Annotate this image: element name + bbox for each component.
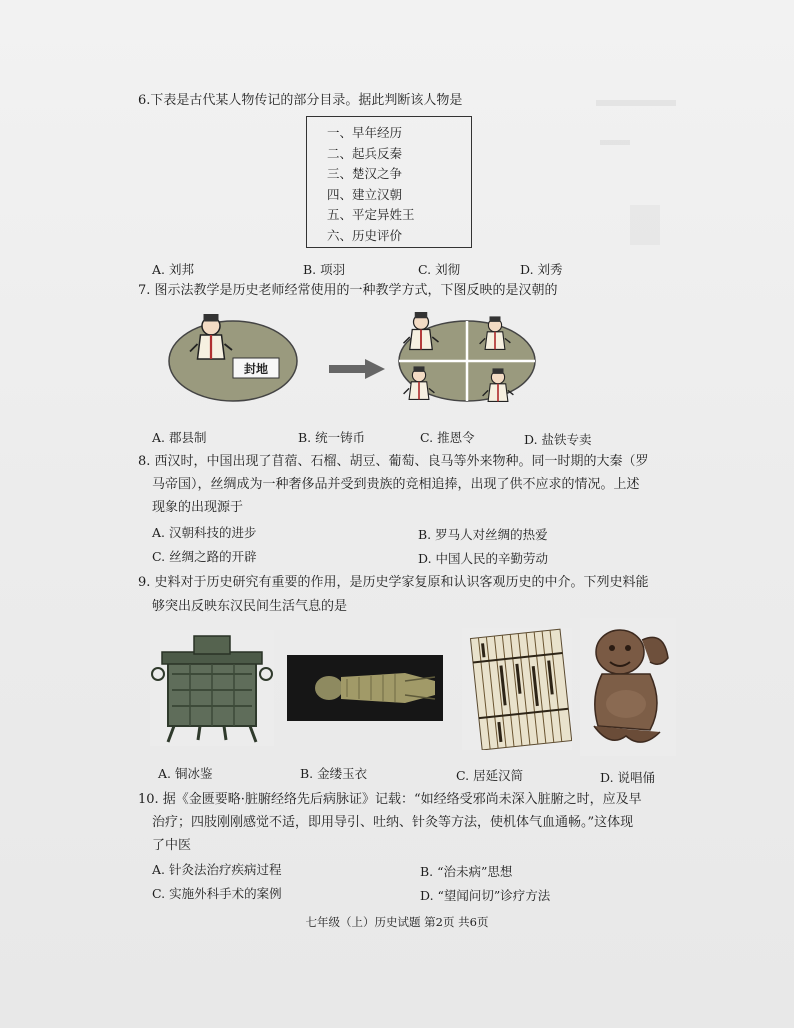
q8-option-c[interactable]: C. 丝绸之路的开辟	[152, 549, 257, 564]
q10-stem-line: 10. 据《金匮要略·脏腑经络先后病脉证》记载：“如经络受邪尚未深入脏腑之时，应及早	[138, 792, 642, 807]
q8-option-b[interactable]: B. 罗马人对丝绸的热爱	[418, 527, 548, 542]
q7-stem: 7. 图示法教学是历史老师经常使用的一种教学方式，下图反映的是汉朝的	[138, 283, 558, 298]
q8-stem-line: 马帝国），丝绸成为一种奢侈品并受到贵族的竞相追捧，出现了供不应求的情况。上述	[152, 477, 640, 492]
q8-option-a[interactable]: A. 汉朝科技的进步	[152, 525, 257, 540]
q6-toc-item: 一、早年经历	[327, 125, 403, 140]
q6-toc-item: 五、平定异姓王	[327, 207, 415, 222]
jade-burial-suit-image	[287, 655, 443, 721]
q6-option-b[interactable]: B. 项羽	[303, 262, 346, 277]
q6-stem: 6.下表是古代某人物传记的部分目录。据此判断该人物是	[138, 93, 463, 108]
q7-option-b[interactable]: B. 统一铸币	[298, 430, 366, 445]
q6-toc-item: 六、历史评价	[327, 227, 403, 243]
q10-option-c[interactable]: C. 实施外科手术的案例	[152, 886, 282, 901]
q6-toc-item: 三、楚汉之争	[327, 166, 403, 181]
q7-option-a[interactable]: A. 郡县制	[152, 430, 207, 445]
q9-option-d[interactable]: D. 说唱俑	[600, 770, 656, 785]
q9-option-a[interactable]: A. 铜冰鉴	[158, 766, 213, 781]
bleed-through-mark	[630, 205, 660, 245]
q10-option-a[interactable]: A. 针灸法治疗疾病过程	[152, 862, 282, 877]
q10-option-b[interactable]: B. “治未病”思想	[420, 864, 513, 879]
q8-option-d[interactable]: D. 中国人民的辛勤劳动	[418, 551, 549, 566]
q7-arrow	[329, 359, 385, 379]
page-footer: 七年级（上）历史试题 第2页 共6页	[305, 915, 489, 929]
q6-toc-item: 二、起兵反秦	[327, 145, 403, 161]
q6-option-c[interactable]: C. 刘彻	[418, 262, 461, 277]
q6-option-a[interactable]: A. 刘邦	[152, 262, 194, 277]
q10-option-d[interactable]: D. “望闻问切”诊疗方法	[420, 888, 551, 903]
bleed-through-mark	[600, 140, 630, 145]
q6-toc-table	[306, 116, 472, 248]
q6-toc-item: 四、建立汉朝	[327, 186, 403, 202]
q10-stem-line: 了中医	[152, 838, 192, 853]
q7-fief-label: 封地	[243, 362, 269, 376]
q9-stem-line: 够突出反映东汉民间生活气息的是	[152, 599, 348, 614]
q7-diagram	[165, 306, 545, 416]
q9-stem-line: 9. 史料对于历史研究有重要的作用，是历史学家复原和认识客观历史的中介。下列史料能	[138, 575, 649, 590]
bleed-through-mark	[596, 100, 676, 106]
q9-option-b[interactable]: B. 金缕玉衣	[300, 766, 368, 781]
q10-stem-line: 治疗；四肢刚刚感觉不适，即用导引、吐纳、针灸等方法，使机体气血通畅。”这体现	[152, 815, 634, 830]
q8-stem-line: 现象的出现源于	[152, 500, 244, 515]
q7-option-d[interactable]: D. 盐铁专卖	[524, 432, 592, 447]
q8-stem-line: 8. 西汉时，中国出现了苜蓿、石榴、胡豆、葡萄、良马等外来物种。同一时期的大秦（罗	[138, 454, 649, 469]
storyteller-figurine-image	[580, 618, 676, 756]
bronze-ice-chest-image	[150, 630, 274, 746]
q7-option-c[interactable]: C. 推恩令	[420, 430, 475, 445]
q9-option-c[interactable]: C. 居延汉简	[456, 768, 524, 783]
q6-option-d[interactable]: D. 刘秀	[520, 262, 563, 277]
han-bamboo-slips-image	[462, 628, 572, 750]
